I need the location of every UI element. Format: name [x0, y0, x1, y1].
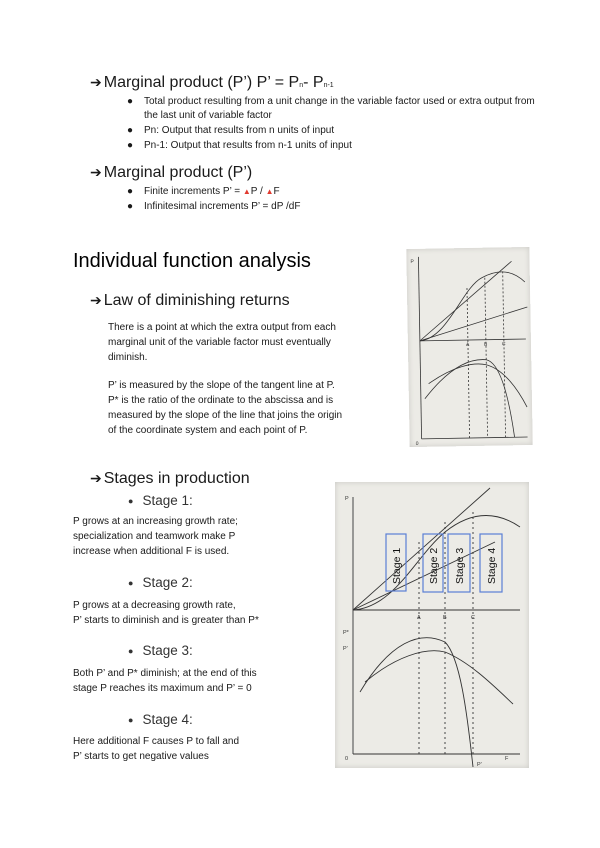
description-line: P’ starts to get negative values [73, 751, 209, 762]
axis-label-c: C [501, 341, 506, 348]
description-line: specialization and teamwork make P [73, 531, 236, 542]
bullet-item [127, 95, 539, 122]
heading-subscript-n: n [299, 82, 304, 89]
heading-mid: - P [303, 74, 324, 91]
bullet-text: Total product resulting from a unit change in the variable factor used or extra output from the last unit of variable factor [144, 96, 535, 121]
bullet-dot-icon: ● [128, 496, 134, 506]
bullet-dot-icon: ● [128, 578, 134, 588]
paragraph-line: P* is the ratio of the ordinate to the abscissa and is [108, 395, 334, 406]
axis-label-a: A [465, 342, 470, 349]
bullet-item [127, 124, 539, 138]
description-line: increase when additional F is used. [73, 546, 230, 557]
axis-label-f: F [505, 756, 509, 762]
stages-figure [335, 482, 529, 768]
axis-label-origin: 0 [415, 440, 419, 447]
stage-2-box-label: Stage 2 [428, 547, 440, 584]
bullet-dot-icon: ● [128, 646, 134, 656]
heading-text: Marginal product (P’) [103, 164, 253, 181]
heading-text: Stages in production [103, 470, 250, 487]
slope-paragraph [108, 378, 388, 438]
bullet-dot-icon: ● [127, 125, 134, 136]
stage-2-description [73, 598, 323, 628]
stage-2-heading [128, 575, 193, 590]
bullet-dot-icon: ● [127, 201, 134, 212]
paragraph-line: measured by the slope of the line that joins the origin [108, 410, 343, 421]
section-title: Individual function analysis [73, 250, 311, 272]
arrow-right-icon: ➔ [90, 470, 102, 486]
heading-subscript-n1: n-1 [323, 82, 334, 89]
paragraph-line: of the coordinate system and each point of P. [108, 425, 308, 436]
delta-triangle-icon: ▲ [265, 187, 274, 196]
finite-prefix: Finite increments P’ = [144, 186, 243, 197]
bullet-dot-icon: ● [127, 140, 134, 151]
axis-label-b: B [483, 341, 488, 348]
production-function-figure [406, 247, 532, 447]
axis-label-origin: 0 [345, 756, 349, 762]
axis-label-a: A [417, 615, 421, 621]
arrow-right-icon: ➔ [90, 164, 102, 180]
description-line: Here additional F causes P to fall and [73, 736, 240, 747]
bullet-text: Infinitesimal increments P’ = dP /dF [144, 201, 301, 212]
delta-triangle-icon: ▲ [242, 187, 251, 196]
description-line: P’ starts to diminish and is greater than P* [73, 615, 259, 626]
axis-label-p-prime: P’ [343, 646, 348, 652]
bullet-text: Pn-1: Output that results from n-1 units of input [144, 140, 352, 151]
stage-4-box-label: Stage 4 [486, 547, 498, 584]
stage-1-description [73, 514, 313, 559]
bullet-item [127, 139, 539, 153]
description-line: Both P’ and P* diminish; at the end of this [73, 668, 257, 679]
bullet-item [127, 200, 539, 214]
law-paragraph: There is a point at which the extra output from each marginal unit of the variable factor must eventually diminish. [108, 322, 336, 363]
stage-label: Stage 1: [142, 493, 193, 508]
axis-label-c: C [471, 615, 475, 621]
axis-label-b: B [443, 615, 447, 621]
axis-label-p-star: P* [343, 630, 349, 636]
stage-label: Stage 4: [142, 712, 193, 727]
stage-3-heading [128, 643, 193, 658]
stage-boxes [386, 534, 502, 592]
stage-1-heading [128, 493, 193, 508]
heading-text: Law of diminishing returns [103, 292, 290, 309]
description-line: stage P reaches its maximum and P’ = 0 [73, 683, 252, 694]
stage-label: Stage 2: [142, 575, 193, 590]
stage-3-description [73, 666, 323, 696]
bullet-text: Pn: Output that results from n units of input [144, 125, 335, 136]
finite-mid: P / [250, 186, 266, 197]
heading-stages-in-production [90, 470, 250, 488]
arrow-right-icon: ➔ [90, 74, 102, 90]
arrow-right-icon: ➔ [90, 292, 102, 308]
axis-label-p: P [410, 258, 414, 266]
bullet-dot-icon: ● [127, 96, 134, 107]
heading-text: Marginal product (P’) P’ = P [103, 74, 300, 91]
stage-1-box-label: Stage 1 [391, 547, 403, 584]
heading-marginal-product-formula [90, 74, 334, 92]
stage-label: Stage 3: [142, 643, 193, 658]
bullet-item [127, 185, 539, 199]
bullet-dot-icon: ● [128, 715, 134, 725]
production-function-graph [406, 247, 532, 447]
stage-3-box-label: Stage 3 [454, 547, 466, 584]
paragraph-line: P’ is measured by the slope of the tangent line at P. [108, 380, 335, 391]
stage-4-heading [128, 712, 193, 727]
stages-graph [335, 482, 529, 768]
heading-marginal-product [90, 164, 252, 182]
axis-label-p: P [345, 496, 349, 502]
description-line: P grows at an increasing growth rate; [73, 516, 238, 527]
heading-law-diminishing-returns [90, 292, 290, 310]
curve-label-p-prime: P’ [477, 762, 482, 768]
bullet-dot-icon: ● [127, 186, 134, 197]
stage-4-description [73, 734, 323, 764]
finite-suffix: F [273, 186, 280, 197]
description-line: P grows at a decreasing growth rate, [73, 600, 236, 611]
